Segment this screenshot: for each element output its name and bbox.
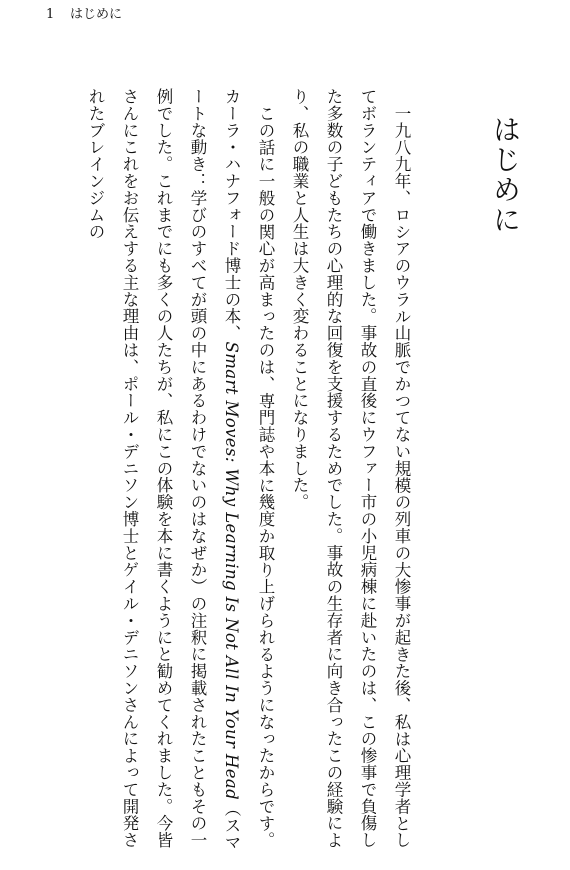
page-number: 1 <box>46 7 55 22</box>
paragraph-2-text-a: この話に一般の関心が高まったのは、専門誌や本に幾度か取り上げられるようになったからです。カーラ・ハナフォード博士の本、 <box>222 88 275 849</box>
paragraph-2 <box>78 88 282 856</box>
paragraph-1-text: 一九八九年、ロシアのウラル山脈でかつてない規模の列車の大惨事が起きた後、私は心理学者としてボランティアで働きました。事故の直後にウファー市の小児病棟に赴いたのは、この惨事で負傷した多数の子どもたちの心理的な回復を支援するためでした。事故の生存者に向き合ったこの経験により、私の職業と人生は大きく変わることになりました。 <box>290 88 411 849</box>
running-head-title: はじめに <box>70 7 123 22</box>
body-text <box>78 88 418 856</box>
running-head <box>46 6 122 24</box>
paragraph-2-text-b: （スマートな動き：学びのすべてが頭の中にあるわけでないのはなぜか）の注釈に掲載されたこともその一例でした。これまでにも多くの人たちが、私にこの体験を本に書くようにと勧めてくれました。今皆さんにこれをお伝えする主な理由は、ポール・デニソン博士とゲイル・デニソンさんによって開発されたブレインジムの <box>86 88 241 851</box>
paragraph-1 <box>282 88 418 856</box>
chapter-title: はじめに <box>489 115 522 235</box>
book-title-english: Smart Moves: Why Learning Is Not All In Your Head <box>222 341 241 801</box>
